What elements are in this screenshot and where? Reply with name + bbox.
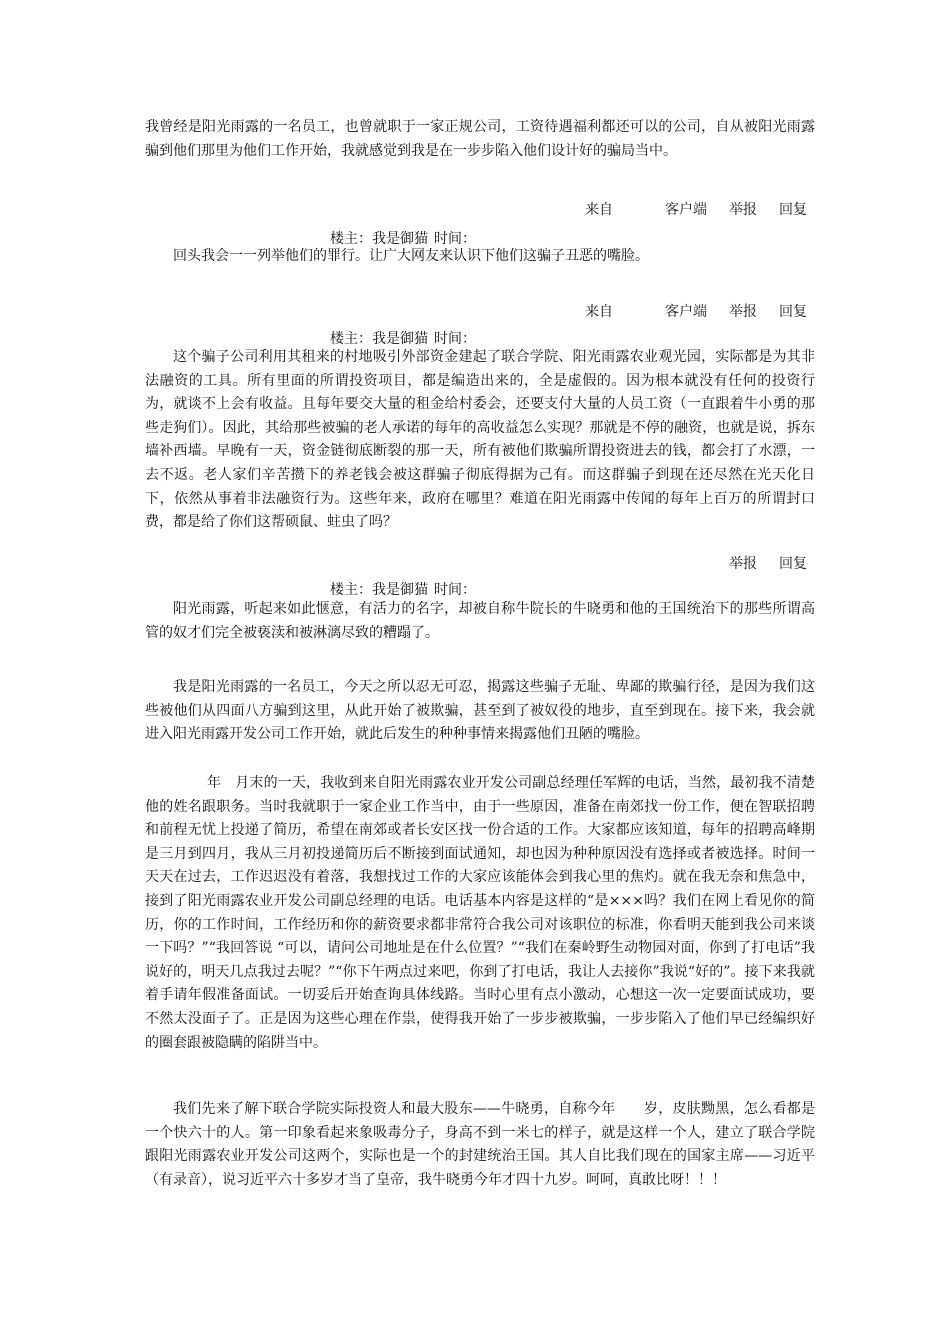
author-name[interactable]: 我是御猫 — [372, 231, 428, 247]
client-link[interactable]: 客户端 — [665, 202, 707, 218]
post-action-bar — [145, 552, 809, 576]
reply-link[interactable]: 回复 — [779, 304, 807, 320]
post-action-bar — [145, 198, 809, 222]
paragraph-reply-4: 我是阳光雨露的一名员工，今天之所以忍无可忍，揭露这些骗子无耻、卑鄙的欺骗行径，是因为我们这些被他们从四面八方骗到这里，从此开始了被欺骗，甚至到了被奴役的地步，直至到现在。接下来，我会就进入阳光雨露开发公司工作开始，就此后发生的种种事情来揭露他们丑陋的嘴脸。 — [145, 679, 815, 743]
paragraph-reply-5: 年 月末的一天，我收到来自阳光雨露农业开发公司副总经理任军辉的电话，当然，最初我不清楚他的姓名跟职务。当时我就职于一家企业工作当中，由于一些原因，准备在南郊找一份工作，便在智联招聘和前程无忧上投递了简历，希望在南郊或者长安区找一份合适的工作。大家都应该知道，每年的招聘高峰期是三月到四月，我从三月初投递简历后不断接到面试通知，却也因为种种原因没有选择或者被选择。时间一天天在过去，工作迟迟没有着落，我想找过工作的大家应该能体会到我心里的焦灼。就在我无奈和焦急中，接到了阳光雨露农业开发公司副总经理的电话。电话基本内容是这样的“是×××吗？我们在网上看见你的简历，你的工作时间，工作经历和你的薪资要求都非常符合我公司对该职位的标准，你看明天能到我公司来谈一下吗？”“我回答说 “可以，请问公司地址是在什么位置？”“我们在秦岭野生动物园对面，你到了打电话”我说好的，明天几点我过去呢？”“你下午两点过来吧，你到了打电话，我让人去接你”我说“好的”。接下来我就着手请年假准备面试。一切妥后开始查询具体线路。当时心里有点小激动，心想这一次一定要面试成功，要不然太没面子了。正是因为这些心理在作祟，使得我开始了一步步被欺骗，一步步陷入了他们早已经编织好的圈套跟被隐瞒的陷阱当中。 — [145, 775, 815, 1051]
paragraph-reply-2: 这个骗子公司利用其租来的村地吸引外部资金建起了联合学院、阳光雨露农业观光园，实际都是为其非法融资的工具。所有里面的所谓投资项目，都是编造出来的，全是虚假的。因为根本就没有任何的投资行为，就谈不上会有收益。且每年要交大量的租金给村委会，还要支付大量的人员工资（一直跟着牛小勇的那些走狗们）。因此，其给那些被骗的老人承诺的每年的高收益怎么实现？那就是不停的融资，也就是说，拆东墙补西墙。早晚有一天，资金链彻底断裂的那一天，所有被他们欺骗所谓投资进去的钱，都会打了水漂，一去不返。老人家们辛苦攒下的养老钱会被这群骗子彻底得据为己有。而这群骗子到现在还尽然在光天化日下，依然从事着非法融资行为。这些年来，政府在哪里？难道在阳光雨露中传闻的每年上百万的所谓封口费，都是给了你们这帮硕鼠、蛀虫了吗？ — [145, 349, 815, 531]
time-label: 时间： — [434, 582, 476, 598]
reply-link[interactable]: 回复 — [779, 202, 807, 218]
paragraph-reply-3: 阳光雨露，听起来如此惬意，有活力的名字，却被自称牛院长的牛晓勇和他的王国统治下的那些所谓高管的奴才们完全被亵渎和被淋漓尽致的糟蹋了。 — [145, 601, 815, 641]
time-label: 时间： — [434, 331, 476, 347]
paragraph-reply-1: 回头我会一一列举他们的罪行。让广大网友来认识下他们这骗子丑恶的嘴脸。 — [173, 248, 649, 264]
report-link[interactable]: 举报 — [729, 304, 757, 320]
source-label: 来自 — [585, 202, 613, 218]
time-label: 时间： — [434, 231, 476, 247]
author-name[interactable]: 我是御猫 — [372, 331, 428, 347]
post-action-bar — [145, 300, 809, 324]
report-link[interactable]: 举报 — [729, 556, 757, 572]
author-label: 楼主： — [330, 331, 372, 347]
paragraph-intro: 我曾经是阳光雨露的一名员工，也曾就职于一家正规公司，工资待遇福利都还可以的公司，自从被阳光雨露骗到他们那里为他们工作开始，我就感觉到我是在一步步陷入他们设计好的骗局当中。 — [145, 119, 815, 159]
source-label: 来自 — [585, 304, 613, 320]
report-link[interactable]: 举报 — [729, 202, 757, 218]
author-label: 楼主： — [330, 582, 372, 598]
client-link[interactable]: 客户端 — [665, 304, 707, 320]
author-label: 楼主： — [330, 231, 372, 247]
paragraph-reply-6: 我们先来了解下联合学院实际投资人和最大股东——牛晓勇，自称今年 岁，皮肤黝黑，怎么看都是一个快六十的人。第一印象看起来象吸毒分子，身高不到一米七的样子，就是这样一个人，建立了联合学院跟阳光雨露农业开发公司这两个，实际也是一个的封建统治王国。其人自比我们现在的国家主席——习近平（有录音），说习近平六十多岁才当了皇帝，我牛晓勇今年才四十九岁。呵呵，真敢比呀！！！ — [145, 1101, 815, 1188]
reply-link[interactable]: 回复 — [779, 556, 807, 572]
author-name[interactable]: 我是御猫 — [372, 582, 428, 598]
